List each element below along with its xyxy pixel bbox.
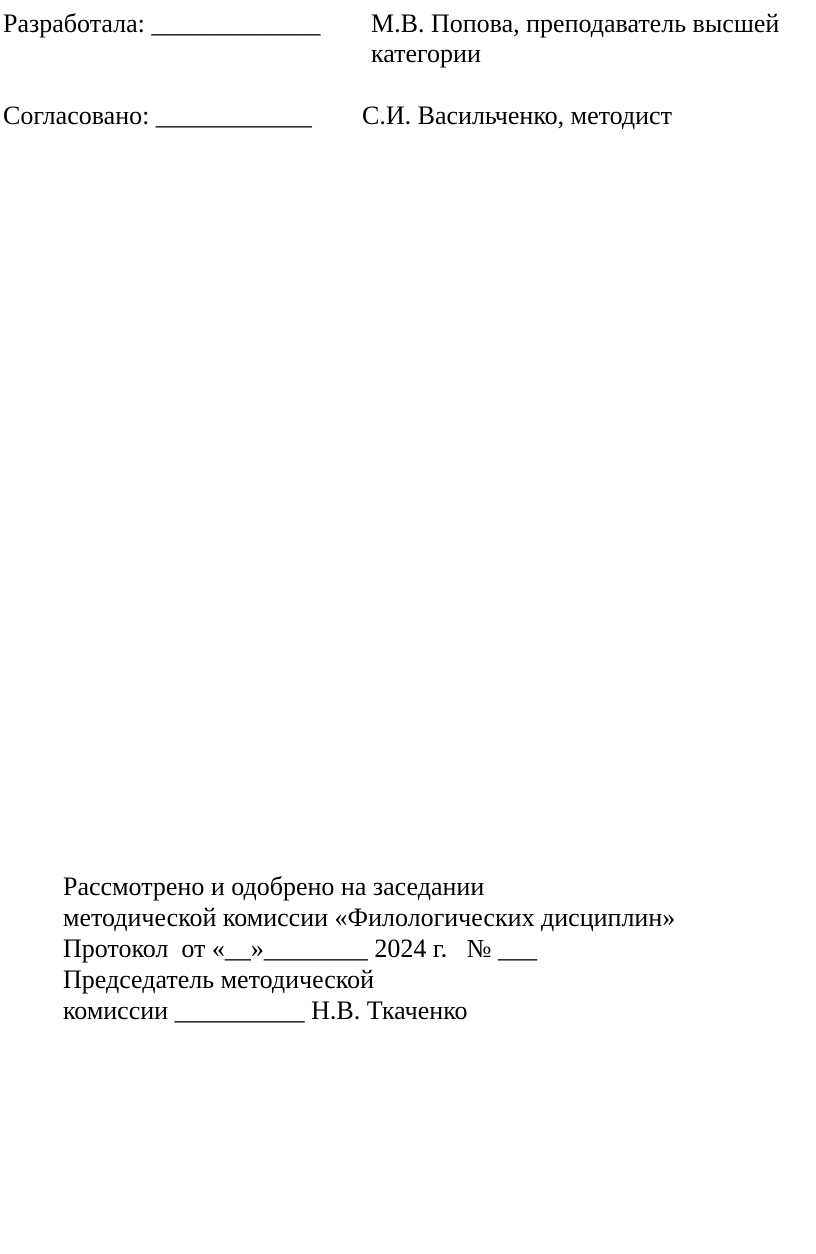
approval-line-1: Рассмотрено и одобрено на заседании bbox=[63, 872, 485, 901]
developer-name-line2: категории bbox=[371, 39, 481, 68]
approval-line-2: методической комиссии «Филологических дисциплин» bbox=[63, 903, 676, 932]
protocol-line: Протокол от «__»________ 2024 г. № ___ bbox=[63, 934, 537, 963]
developed-by-label: Разработала: _____________ bbox=[3, 9, 321, 38]
agreed-by-name: С.И. Васильченко, методист bbox=[362, 101, 672, 130]
agreed-by-label: Согласовано: ____________ bbox=[3, 101, 312, 130]
chairman-line: Председатель методической bbox=[63, 965, 375, 994]
chairman-signature-line: комиссии __________ Н.В. Ткаченко bbox=[63, 996, 468, 1025]
approval-block bbox=[63, 871, 675, 1026]
developer-name-line1: М.В. Попова, преподаватель высшей bbox=[371, 9, 780, 38]
